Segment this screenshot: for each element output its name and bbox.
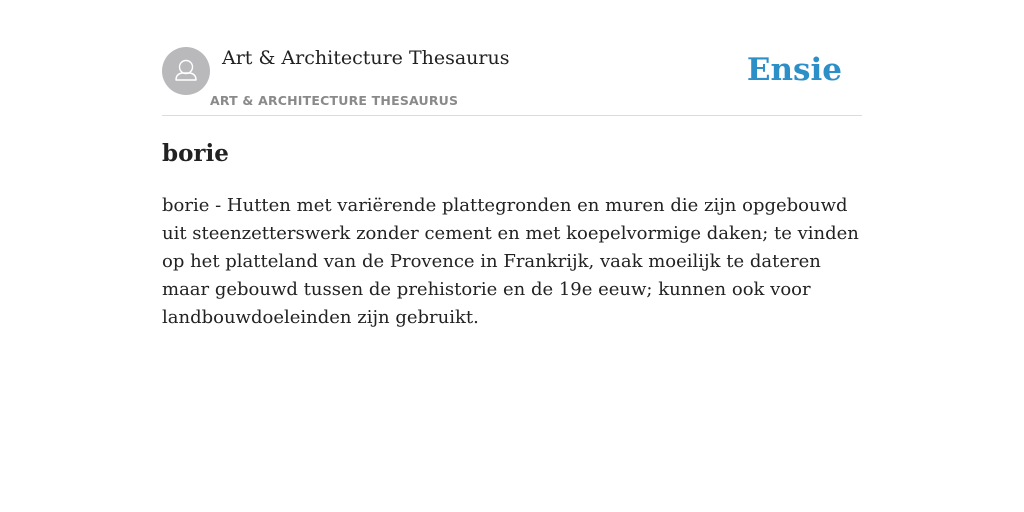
user-silhouette-icon (162, 47, 210, 95)
author-name[interactable]: Art & Architecture Thesaurus (222, 47, 510, 69)
entry-title: borie (162, 140, 229, 167)
entry-definition: borie - Hutten met variërende plattegronden en muren die zijn opgebouwd uit steenzetterswerk zonder cement en met koepelvormige daken; te vinden op het platteland van de Provence in Frankrijk, vaak moeilijk te dateren maar gebouwd tussen de prehistorie en de 19e eeuw; kunnen ook voor landbouwdoeleinden zijn gebruikt. (162, 195, 859, 328)
source-label: ART & ARCHITECTURE THESAURUS (210, 93, 459, 108)
avatar[interactable] (162, 47, 210, 95)
brand-logo[interactable]: Ensie (746, 52, 842, 88)
header (162, 44, 862, 116)
